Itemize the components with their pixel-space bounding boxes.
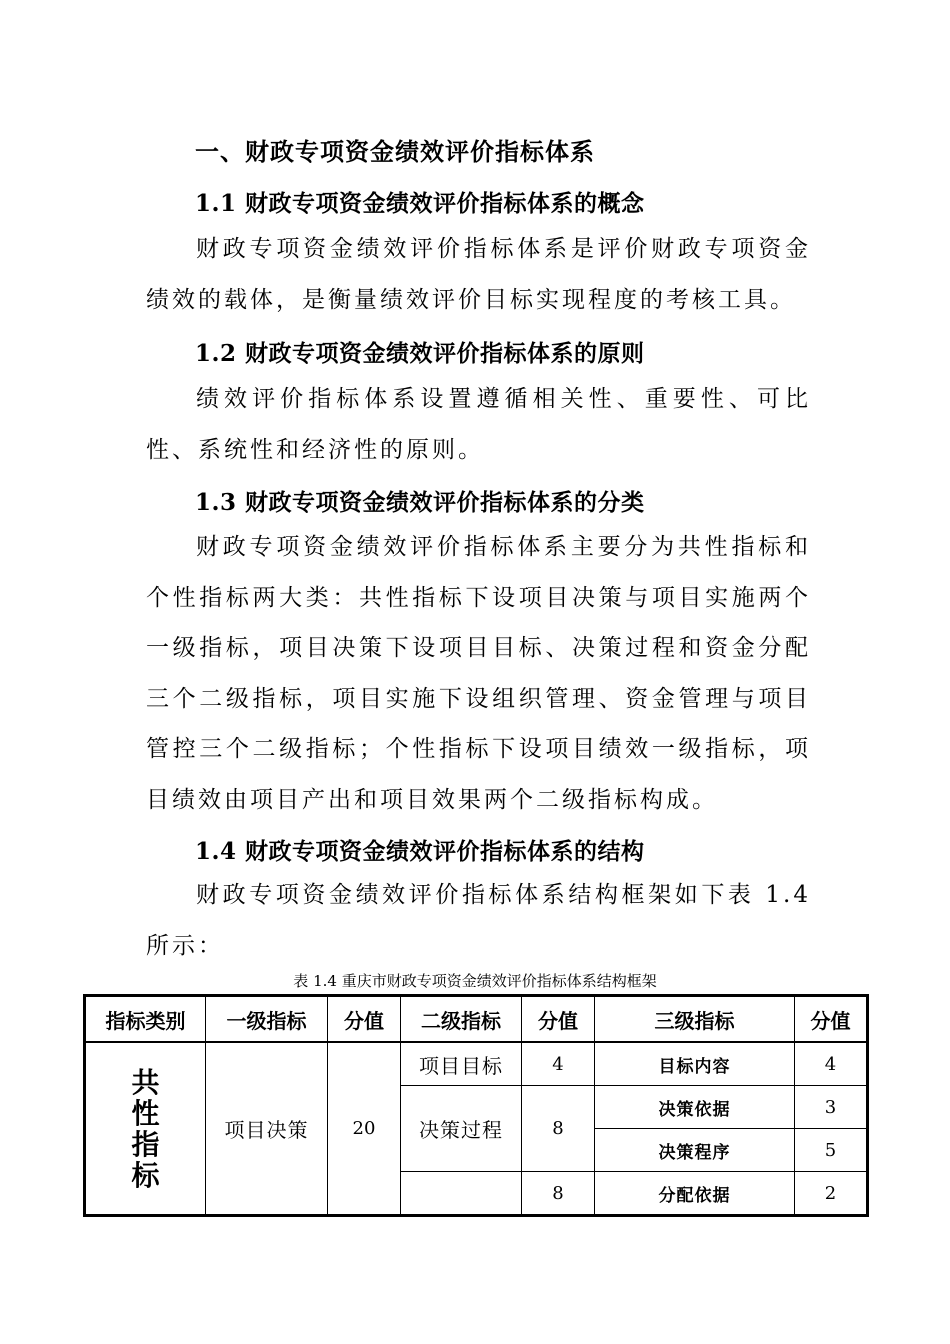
header-level3-score: 分值 xyxy=(795,996,868,1043)
level2-cell: 决策过程 xyxy=(401,1086,522,1172)
heading-1-2: 1.2 财政专项资金绩效评价指标体系的原则 xyxy=(195,340,645,367)
category-char: 指 xyxy=(131,1127,160,1161)
header-level2: 二级指标 xyxy=(401,996,522,1043)
section-title: 一、财政专项资金绩效评价指标体系 xyxy=(195,137,595,166)
table-row xyxy=(85,1042,868,1086)
indicator-framework-table xyxy=(83,994,869,1217)
level3-cell: 目标内容 xyxy=(595,1042,795,1086)
level2-score-cell: 8 xyxy=(522,1172,595,1216)
level3-score-cell: 4 xyxy=(795,1042,868,1086)
level1-cell: 项目决策 xyxy=(206,1042,328,1216)
level2-score-cell: 8 xyxy=(522,1086,595,1172)
category-cell xyxy=(85,1042,206,1216)
header-level1-score: 分值 xyxy=(328,996,401,1043)
paragraph-1-1: 财政专项资金绩效评价指标体系是评价财政专项资金绩效的载体，是衡量绩效评价目标实现程度的考核工具。 xyxy=(146,236,811,313)
table-header-row xyxy=(85,996,868,1043)
header-level2-score: 分值 xyxy=(522,996,595,1043)
level1-score-cell: 20 xyxy=(328,1042,401,1216)
level3-cell: 决策程序 xyxy=(595,1129,795,1172)
level2-score-cell: 4 xyxy=(522,1042,595,1086)
heading-1-4: 1.4 财政专项资金绩效评价指标体系的结构 xyxy=(195,838,645,865)
table-caption: 表 1.4 重庆市财政专项资金绩效评价指标体系结构框架 xyxy=(293,972,657,990)
level3-score-cell: 5 xyxy=(795,1129,868,1172)
level3-score-cell: 3 xyxy=(795,1086,868,1129)
heading-1-1: 1.1 财政专项资金绩效评价指标体系的概念 xyxy=(195,190,645,217)
paragraph-1-2: 绩效评价指标体系设置遵循相关性、重要性、可比性、系统性和经济性的原则。 xyxy=(146,386,811,463)
header-category: 指标类别 xyxy=(85,996,206,1043)
level3-cell: 分配依据 xyxy=(595,1172,795,1216)
heading-1-3: 1.3 财政专项资金绩效评价指标体系的分类 xyxy=(195,489,645,516)
category-char: 共 xyxy=(131,1065,160,1099)
level2-cell: 项目目标 xyxy=(401,1042,522,1086)
header-level1: 一级指标 xyxy=(206,996,328,1043)
level3-score-cell: 2 xyxy=(795,1172,868,1216)
paragraph-1-3: 财政专项资金绩效评价指标体系主要分为共性指标和个性指标两大类：共性指标下设项目决策与项目实施两个一级指标，项目决策下设项目目标、决策过程和资金分配三个二级指标，项目实施下设组织管理、资金管理与项目管控三个二级指标；个性指标下设项目绩效一级指标，项目绩效由项目产出和项目效果两个二级指标构成。 xyxy=(146,534,811,813)
header-level3: 三级指标 xyxy=(595,996,795,1043)
category-char: 标 xyxy=(131,1158,160,1192)
paragraph-1-4: 财政专项资金绩效评价指标体系结构框架如下表 1.4 所示： xyxy=(146,882,811,959)
level2-cell xyxy=(401,1172,522,1216)
category-char: 性 xyxy=(131,1096,160,1130)
level3-cell: 决策依据 xyxy=(595,1086,795,1129)
